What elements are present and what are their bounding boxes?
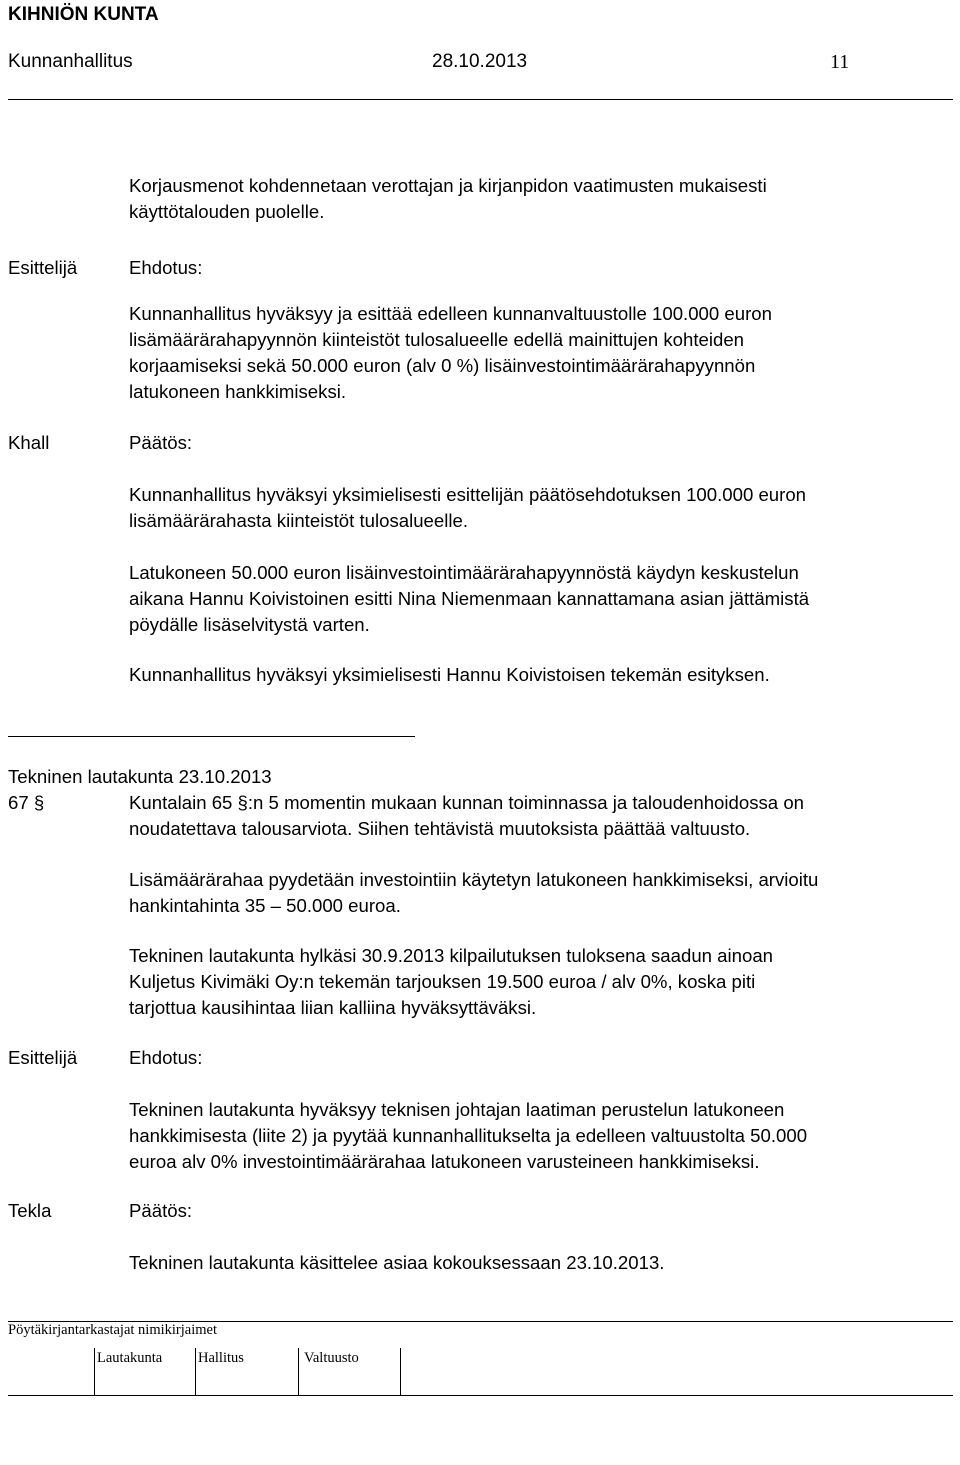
text-line: Kunnanhallitus hyväksyi yksimielisesti Hannu Koivistoisen tekemän esityksen. [129,664,770,685]
section2-paragraph-1 [129,790,804,842]
section2-proposal-paragraph [129,1097,807,1175]
text-line: noudatettava talousarviota. Siihen tehtävistä muutoksista päättää valtuusto. [129,818,751,839]
decision-paragraph-1 [129,482,806,534]
text-line: hankintahinta 35 – 50.000 euroa. [129,895,401,916]
text-line: Tekninen lautakunta hyväksyy teknisen johtajan laatiman perustelun latukoneen [129,1099,785,1120]
text-line: korjaamiseksi sekä 50.000 euron (alv 0 %) lisäinvestointimäärärahapyynnön [129,355,756,376]
page-number: 11 [830,51,850,73]
decision-paragraph-2 [129,560,809,638]
text-line: aikana Hannu Koivistoinen esitti Nina Niemenmaan kannattamana asian jättämistä [129,588,810,609]
text-line: Kuljetus Kivimäki Oy:n tekemän tarjouksen 19.500 euroa / alv 0%, koska piti [129,971,756,992]
header-body-name: Kunnanhallitus [8,51,133,72]
text-line: tarjottua kausihintaa liian kalliina hyväksyttäväksi. [129,997,537,1018]
text-line: Latukoneen 50.000 euron lisäinvestointimäärärahapyynnöstä käydyn keskustelun [129,562,799,583]
text-line: lisämäärärahapyynnön kiinteistöt tulosalueelle edellä mainittujen kohteiden [129,329,745,350]
footer-column-council-executive: Hallitus [198,1350,244,1366]
signature-column-divider [298,1348,299,1396]
organization-name: KIHNIÖN KUNTA [8,4,159,25]
text-line: Lisämäärärahaa pyydetään investointiin käytetyn latukoneen hankkimiseksi, arvioitu [129,869,819,890]
proposal-paragraph [129,301,772,405]
signature-column-divider [400,1348,401,1396]
decider-label: Tekla [8,1200,52,1221]
text-line: hankkimisesta (liite 2) ja pyytää kunnanhallitukselta ja edelleen valtuustolta 50.000 [129,1125,808,1146]
section-number: 67 § [8,792,45,813]
text-line: Kunnanhallitus hyväksyy ja esittää edelleen kunnanvaltuustolle 100.000 euron [129,303,772,324]
text-line: Tekninen lautakunta käsittelee asiaa kokouksessaan 23.10.2013. [129,1252,665,1273]
text-line: Kunnanhallitus hyväksyi yksimielisesti esittelijän päätösehdotuksen 100.000 euron [129,484,807,505]
text-line: lisämäärärahasta kiinteistöt tulosalueelle. [129,510,468,531]
decider-label: Khall [8,432,50,453]
footer-title: Pöytäkirjantarkastajat nimikirjaimet [8,1322,217,1338]
text-line: Korjausmenot kohdennetaan verottajan ja kirjanpidon vaatimusten mukaisesti [129,175,767,196]
text-line: euroa alv 0% investointimäärärahaa latukoneen varusteineen hankkimiseksi. [129,1151,760,1172]
footer-column-board: Lautakunta [97,1350,163,1366]
decision-heading: Päätös: [129,432,193,453]
signature-column-divider [94,1348,95,1396]
intro-paragraph [129,173,767,225]
presenter-label: Esittelijä [8,1047,78,1068]
signature-column-divider [195,1348,196,1396]
decision-paragraph-3 [129,662,770,688]
text-line: Kuntalain 65 §:n 5 momentin mukaan kunnan toiminnassa ja taloudenhoidossa on [129,792,804,813]
text-line: latukoneen hankkimiseksi. [129,381,347,402]
committee-date: Tekninen lautakunta 23.10.2013 [8,766,272,787]
text-line: käyttötalouden puolelle. [129,201,325,222]
proposal-heading: Ehdotus: [129,1047,203,1068]
header-divider [8,99,953,100]
section2-paragraph-2 [129,867,818,919]
signature-bottom-rule [8,1395,953,1396]
decision-heading: Päätös: [129,1200,193,1221]
section2-decision-paragraph [129,1250,664,1276]
text-line: Tekninen lautakunta hylkäsi 30.9.2013 kilpailutuksen tuloksena saadun ainoan [129,945,774,966]
proposal-heading: Ehdotus: [129,257,203,278]
text-line: pöydälle lisäselvitystä varten. [129,614,370,635]
header-date: 28.10.2013 [432,51,528,72]
section2-paragraph-3 [129,943,773,1021]
section-divider [8,736,415,737]
footer-column-council: Valtuusto [304,1350,359,1366]
presenter-label: Esittelijä [8,257,78,278]
